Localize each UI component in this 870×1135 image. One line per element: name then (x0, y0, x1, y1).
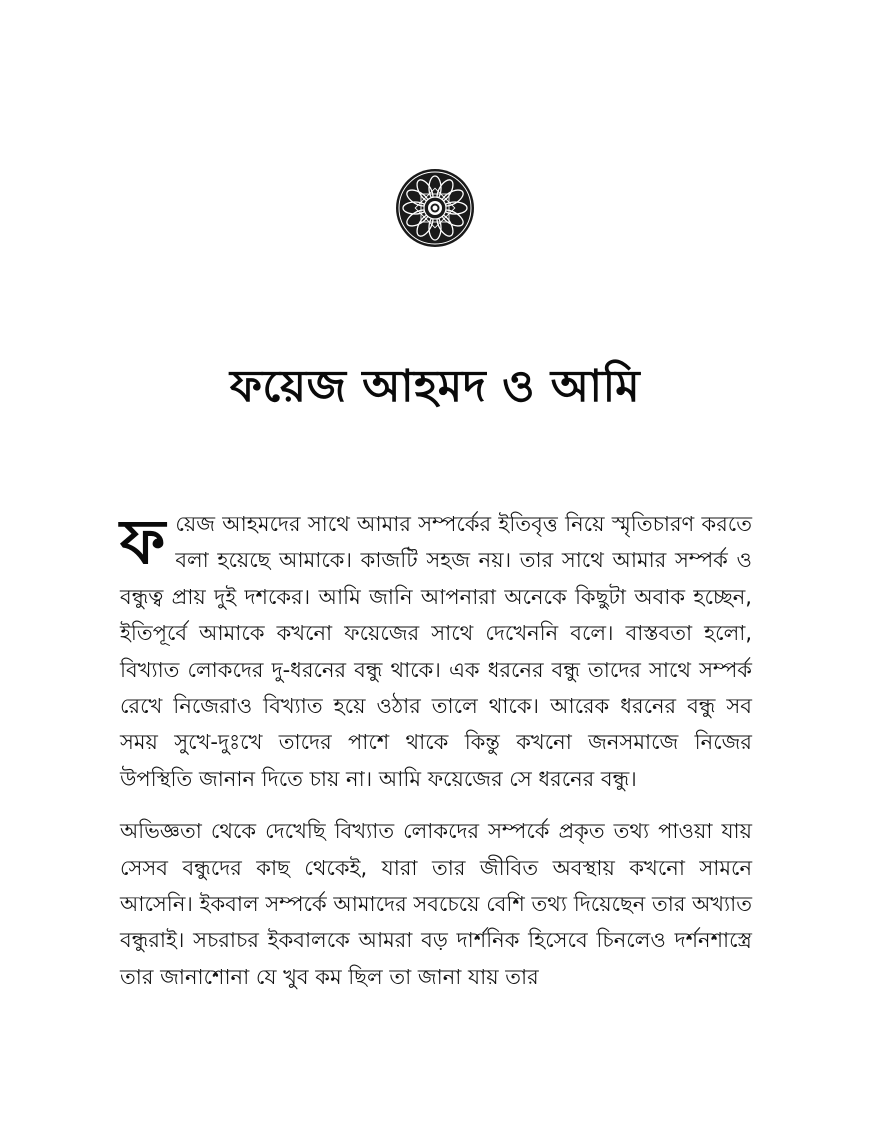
chapter-title: ফয়েজ আহমদ ও আমি (229, 361, 641, 413)
paragraph-2-text: অভিজ্ঞতা থেকে দেখেছি বিখ্যাত লোকদের সম্পর্কে প্রকৃত তথ্য পাওয়া যায় সেসব বন্ধুদের কাছ থেকেই, যারা তার জীবিত অবস্থায় কখনো সামনে আসেনি। ইকবাল সম্পর্কে আমাদের সবচেয়ে বেশি তথ্য দিয়েছেন তার অখ্যাত বন্ধুরাই। সচরাচর ইকবালকে আমরা বড় দার্শনিক হিসেবে চিনলেও দর্শনশাস্ত্রে তার জানাশোনা যে খুব কম ছিল তা জানা যায় তার (120, 819, 752, 989)
paragraph-1 (120, 506, 752, 797)
drop-cap: ফ (120, 505, 166, 578)
paragraph-1-text: য়েজ আহমদের সাথে আমার সম্পর্কের ইতিবৃত্ত নিয়ে স্মৃতিচারণ করতে বলা হয়েছে আমাকে। কাজটি সহজ নয়। তার সাথে আমার সম্পর্ক ও বন্ধুত্ব প্রায় দুই দশকের। আমি জানি আপনারা অনেকে কিছুটা অবাক হচ্ছেন, ইতিপূর্বে আমাকে কখনো ফয়েজের সাথে দেখেননি বলে। বাস্তবতা হলো, বিখ্যাত লোকদের দু-ধরনের বন্ধু থাকে। এক ধরনের বন্ধু তাদের সাথে সম্পর্ক রেখে নিজেরাও বিখ্যাত হয়ে ওঠার তালে থাকে। আরেক ধরনের বন্ধু সব সময় সুখে-দুঃখে তাদের পাশে থাকে কিন্তু কখনো জনসমাজে নিজের উপস্থিতি জানান দিতে চায় না। আমি ফয়েজের সে ধরনের বন্ধু। (120, 512, 752, 791)
ornament-medallion-icon (395, 168, 475, 248)
body-text (120, 506, 752, 995)
paragraph-2 (120, 813, 752, 995)
